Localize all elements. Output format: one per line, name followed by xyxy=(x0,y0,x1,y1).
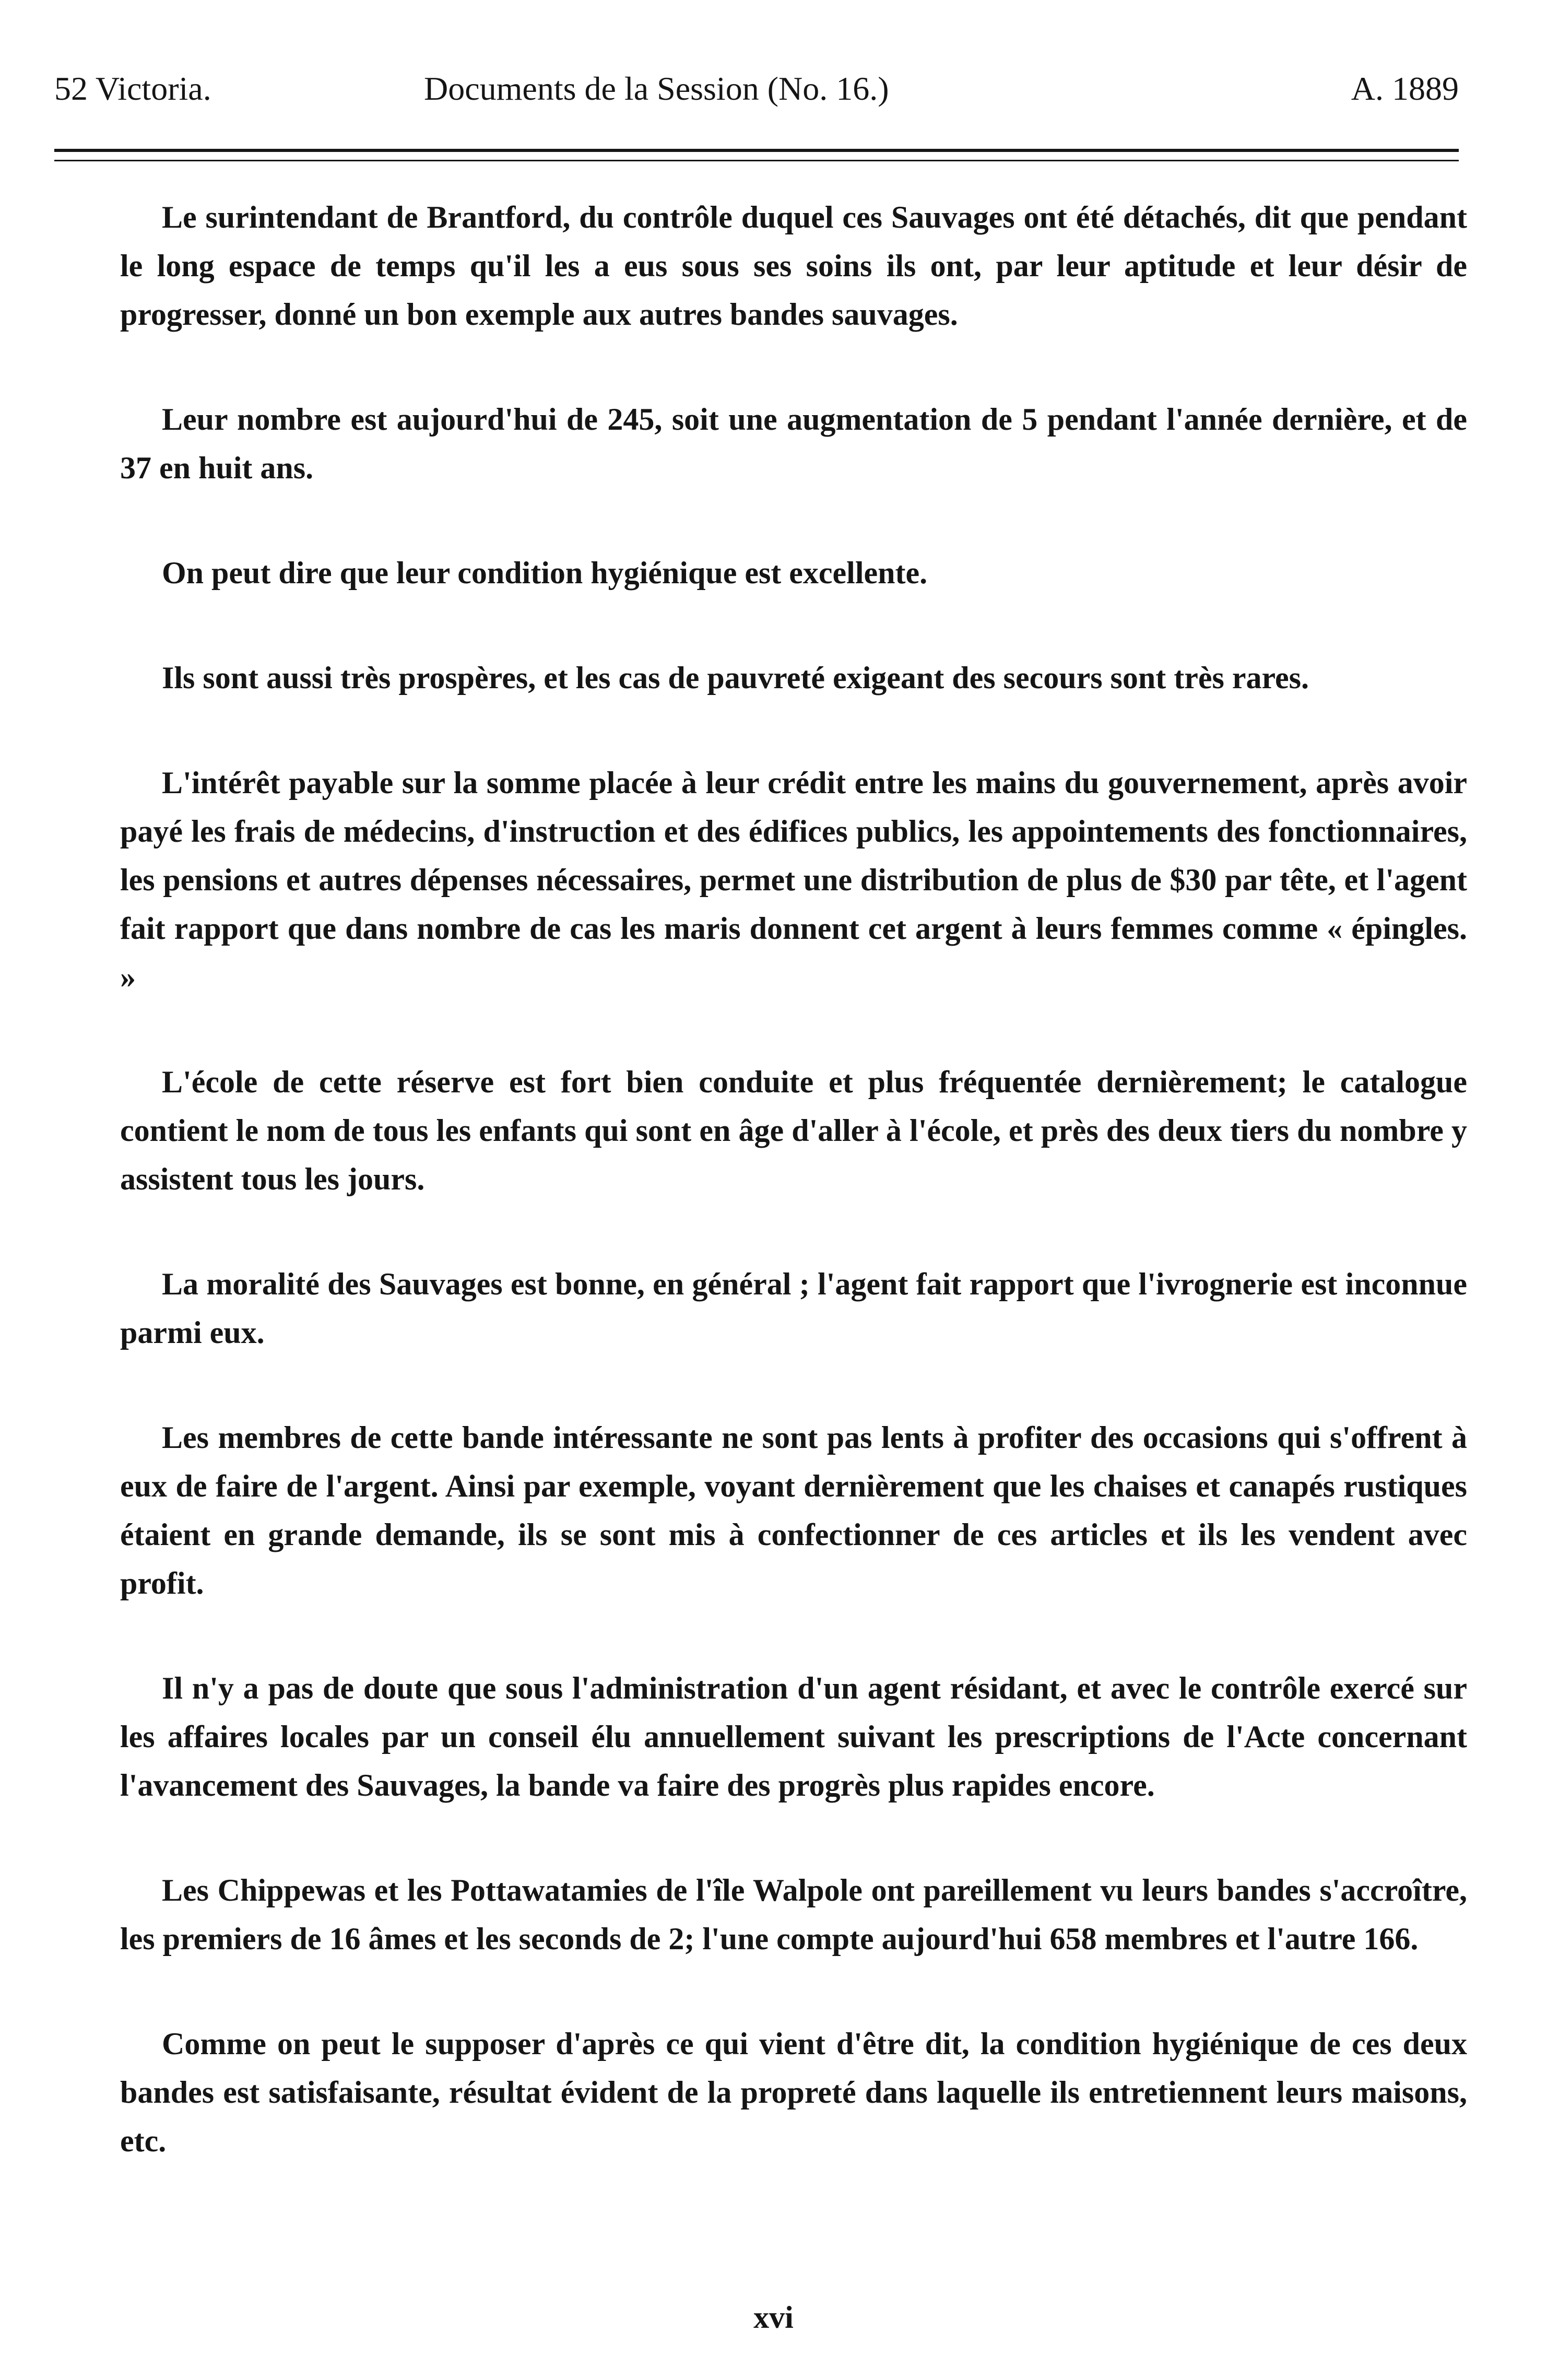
page-folio: xvi xyxy=(753,2300,794,2335)
header-rule-thin xyxy=(54,160,1459,161)
paragraph-walpole-island: Les Chippewas et les Pottawatamies de l'île Walpole ont pareillement vu leurs bandes s'accroître, les premiers de 16 âmes et les seconds de 2; l'une compte aujourd'hui 658 membres et l'autre 166. xyxy=(120,1873,1467,1956)
paragraph-brantford-superintendent: Le surintendant de Brantford, du contrôle duquel ces Sauvages ont été détachés, dit que pendant le long espace de temps qu'il les a eus sous ses soins ils ont, par leur aptitude et leur désir de progresser, donné un bon exemple aux autres bandes sauvages. xyxy=(120,200,1467,332)
paragraph-hygienic-condition: Comme on peut le supposer d'après ce qui vient d'être dit, la condition hygiénique de ces deux bandes est satisfaisante, résultat évident de la propreté dans laquelle ils entretiennent leurs maisons, etc. xyxy=(120,2026,1467,2158)
paragraph-members-profit: Les membres de cette bande intéressante ne sont pas lents à profiter des occasions qui s'offrent à eux de faire de l'argent. Ainsi par exemple, voyant dernièrement que les chaises et canapés rustiques étaient en grande demande, ils se sont mis à confectionner de ces articles et ils les vendent avec profit. xyxy=(120,1420,1467,1600)
paragraph-hygiene: On peut dire que leur condition hygiénique est excellente. xyxy=(162,556,928,590)
paragraph-prosperity: Ils sont aussi très prospères, et les cas de pauvreté exigeant des secours sont très rares. xyxy=(162,661,1309,695)
header-year: A. 1889 xyxy=(1351,70,1459,107)
paragraph-administration: Il n'y a pas de doute que sous l'administration d'un agent résidant, et avec le contrôle exercé sur les affaires locales par un conseil élu annuellement suivant les prescriptions de l'Acte concernant l'avancement des Sauvages, la bande va faire des progrès plus rapides encore. xyxy=(120,1671,1467,1802)
paragraph-school: L'école de cette réserve est fort bien conduite et plus fréquentée dernièrement; le catalogue contient le nom de tous les enfants qui sont en âge d'aller à l'école, et près des deux tiers du nombre y assistent tous les jours. xyxy=(120,1065,1467,1196)
paragraph-interest-payable: L'intérêt payable sur la somme placée à leur crédit entre les mains du gouvernement, après avoir payé les frais de médecins, d'instruction et des édifices publics, les appointements des fonctionnaires, les pensions et autres dépenses nécessaires, permet une distribution de plus de $30 par tête, et l'agent fait rapport que dans nombre de cas les maris donnent cet argent à leurs femmes comme « épingles. » xyxy=(120,765,1467,994)
header-volume: 52 Victoria. xyxy=(54,70,211,107)
header-title: Documents de la Session (No. 16.) xyxy=(424,70,889,107)
header-rule-thick xyxy=(54,149,1459,152)
running-head xyxy=(54,64,1459,114)
paragraph-population: Leur nombre est aujourd'hui de 245, soit une augmentation de 5 pendant l'année dernière, et de 37 en huit ans. xyxy=(120,402,1467,485)
paragraph-morality: La moralité des Sauvages est bonne, en général ; l'agent fait rapport que l'ivrognerie est inconnue parmi eux. xyxy=(120,1267,1467,1350)
body-text xyxy=(120,193,1467,2222)
